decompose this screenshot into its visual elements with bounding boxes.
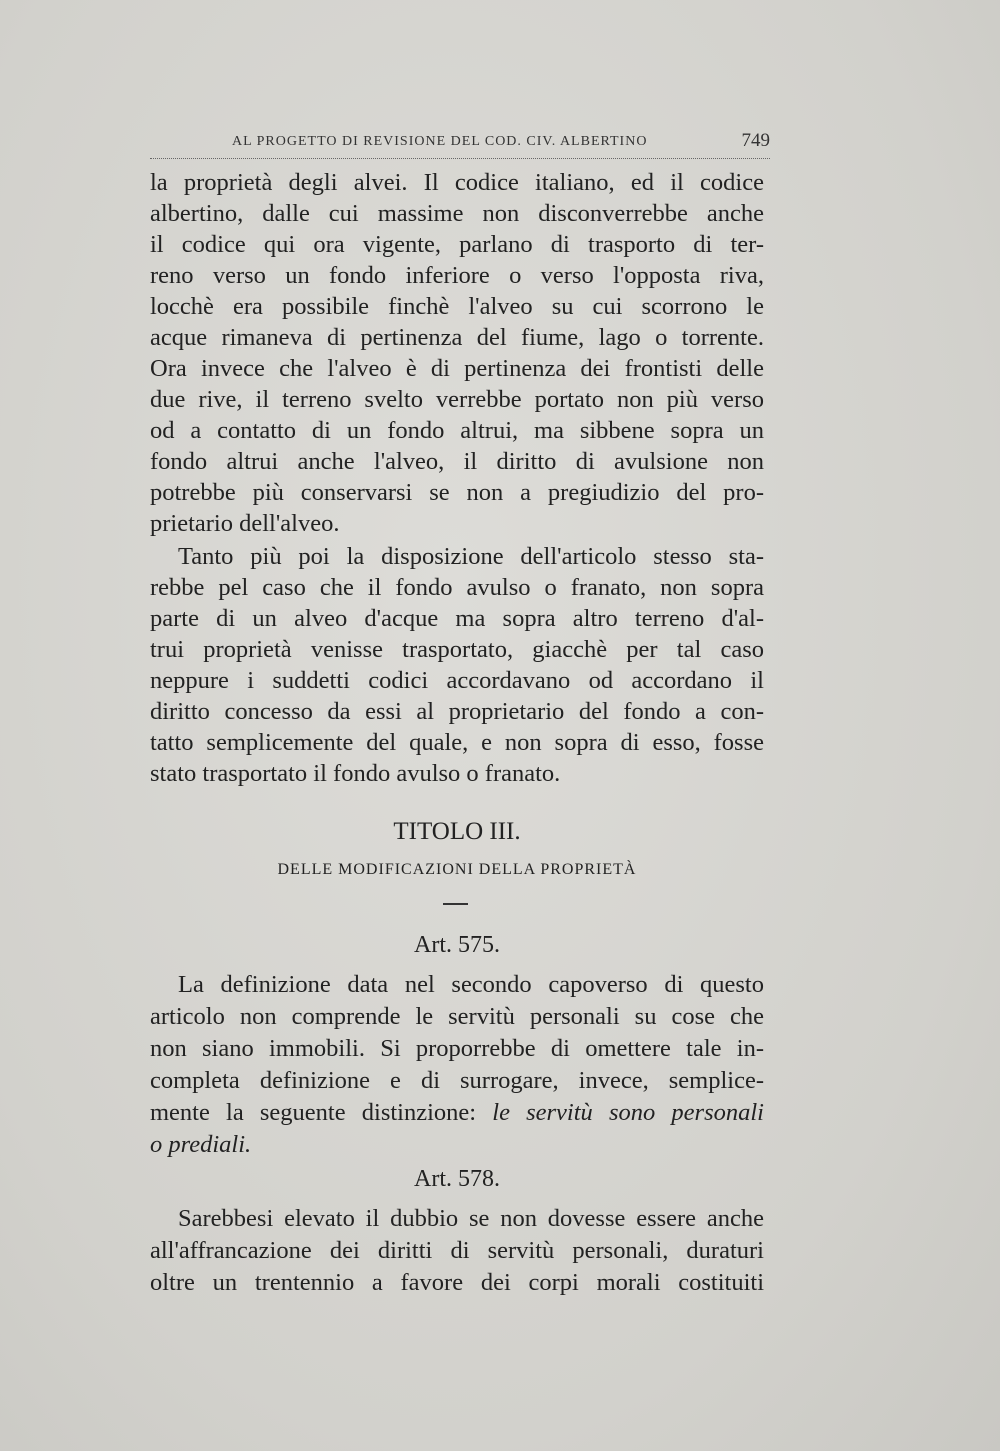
article-578-heading: Art. 578.	[414, 1166, 500, 1192]
text-line: Sarebbesi elevato il dubbio se non dovesse essere anche	[178, 1205, 764, 1232]
text-line	[150, 1098, 764, 1128]
text-line: la proprietà degli alvei. Il codice italiano, ed il codice	[150, 169, 764, 196]
text-line: albertino, dalle cui massime non disconverrebbe anche	[150, 200, 764, 227]
text-line: neppure i suddetti codici accordavano od accordano il	[150, 667, 764, 694]
text-line: completa definizione e di surrogare, invece, semplice-	[150, 1067, 764, 1094]
text-line: non siano immobili. Si proporrebbe di omettere tale in-	[150, 1035, 764, 1062]
text-line: acque rimaneva di pertinenza del fiume, lago o torrente.	[150, 324, 764, 351]
text-line: prietario dell'alveo.	[150, 510, 340, 537]
text-line: stato trasportato il fondo avulso o franato.	[150, 760, 561, 787]
text-line: parte di un alveo d'acque ma sopra altro terreno d'al-	[150, 605, 764, 632]
text-run: mente la seguente distinzione:	[150, 1099, 493, 1126]
text-line: rebbe pel caso che il fondo avulso o franato, non sopra	[150, 574, 764, 601]
section-subtitle: DELLE MODIFICAZIONI DELLA PROPRIETÀ	[277, 861, 637, 878]
running-head: AL PROGETTO DI REVISIONE DEL COD. CIV. ALBERTINO	[232, 134, 648, 149]
text-line: La definizione data nel secondo capoverso di questo	[178, 971, 764, 998]
text-line: il codice qui ora vigente, parlano di trasporto di ter-	[150, 231, 764, 258]
text-line: articolo non comprende le servitù personali su cose che	[150, 1003, 764, 1030]
text-line: reno verso un fondo inferiore o verso l'opposta riva,	[150, 262, 764, 289]
text-line: Ora invece che l'alveo è di pertinenza dei frontisti delle	[150, 355, 764, 382]
section-divider	[443, 903, 468, 905]
text-line: trui proprietà venisse trasportato, giacchè per tal caso	[150, 636, 764, 663]
text-line: potrebbe più conservarsi se non a pregiudizio del pro-	[150, 479, 764, 506]
text-line: Tanto più poi la disposizione dell'articolo stesso sta-	[178, 543, 764, 570]
text-line: fondo altrui anche l'alveo, il diritto di avulsione non	[150, 448, 764, 475]
page-header	[150, 128, 770, 159]
section-title: TITOLO III.	[393, 818, 521, 845]
italic-text-run: le servitù sono personali	[492, 1099, 764, 1126]
text-line: tatto semplicemente del quale, e non sopra di esso, fosse	[150, 729, 764, 756]
text-line: oltre un trentennio a favore dei corpi morali costituiti	[150, 1269, 764, 1296]
article-575-heading: Art. 575.	[414, 932, 500, 958]
text-line: locchè era possibile finchè l'alveo su cui scorrono le	[150, 293, 764, 320]
text-line: diritto concesso da essi al proprietario del fondo a con-	[150, 698, 764, 725]
text-line: due rive, il terreno svelto verrebbe portato non più verso	[150, 386, 764, 413]
page-number: 749	[741, 130, 770, 151]
text-line: o prediali.	[150, 1131, 252, 1158]
text-line: all'affrancazione dei diritti di servitù personali, duraturi	[150, 1237, 764, 1264]
text-line: od a contatto di un fondo altrui, ma sibbene sopra un	[150, 417, 764, 444]
